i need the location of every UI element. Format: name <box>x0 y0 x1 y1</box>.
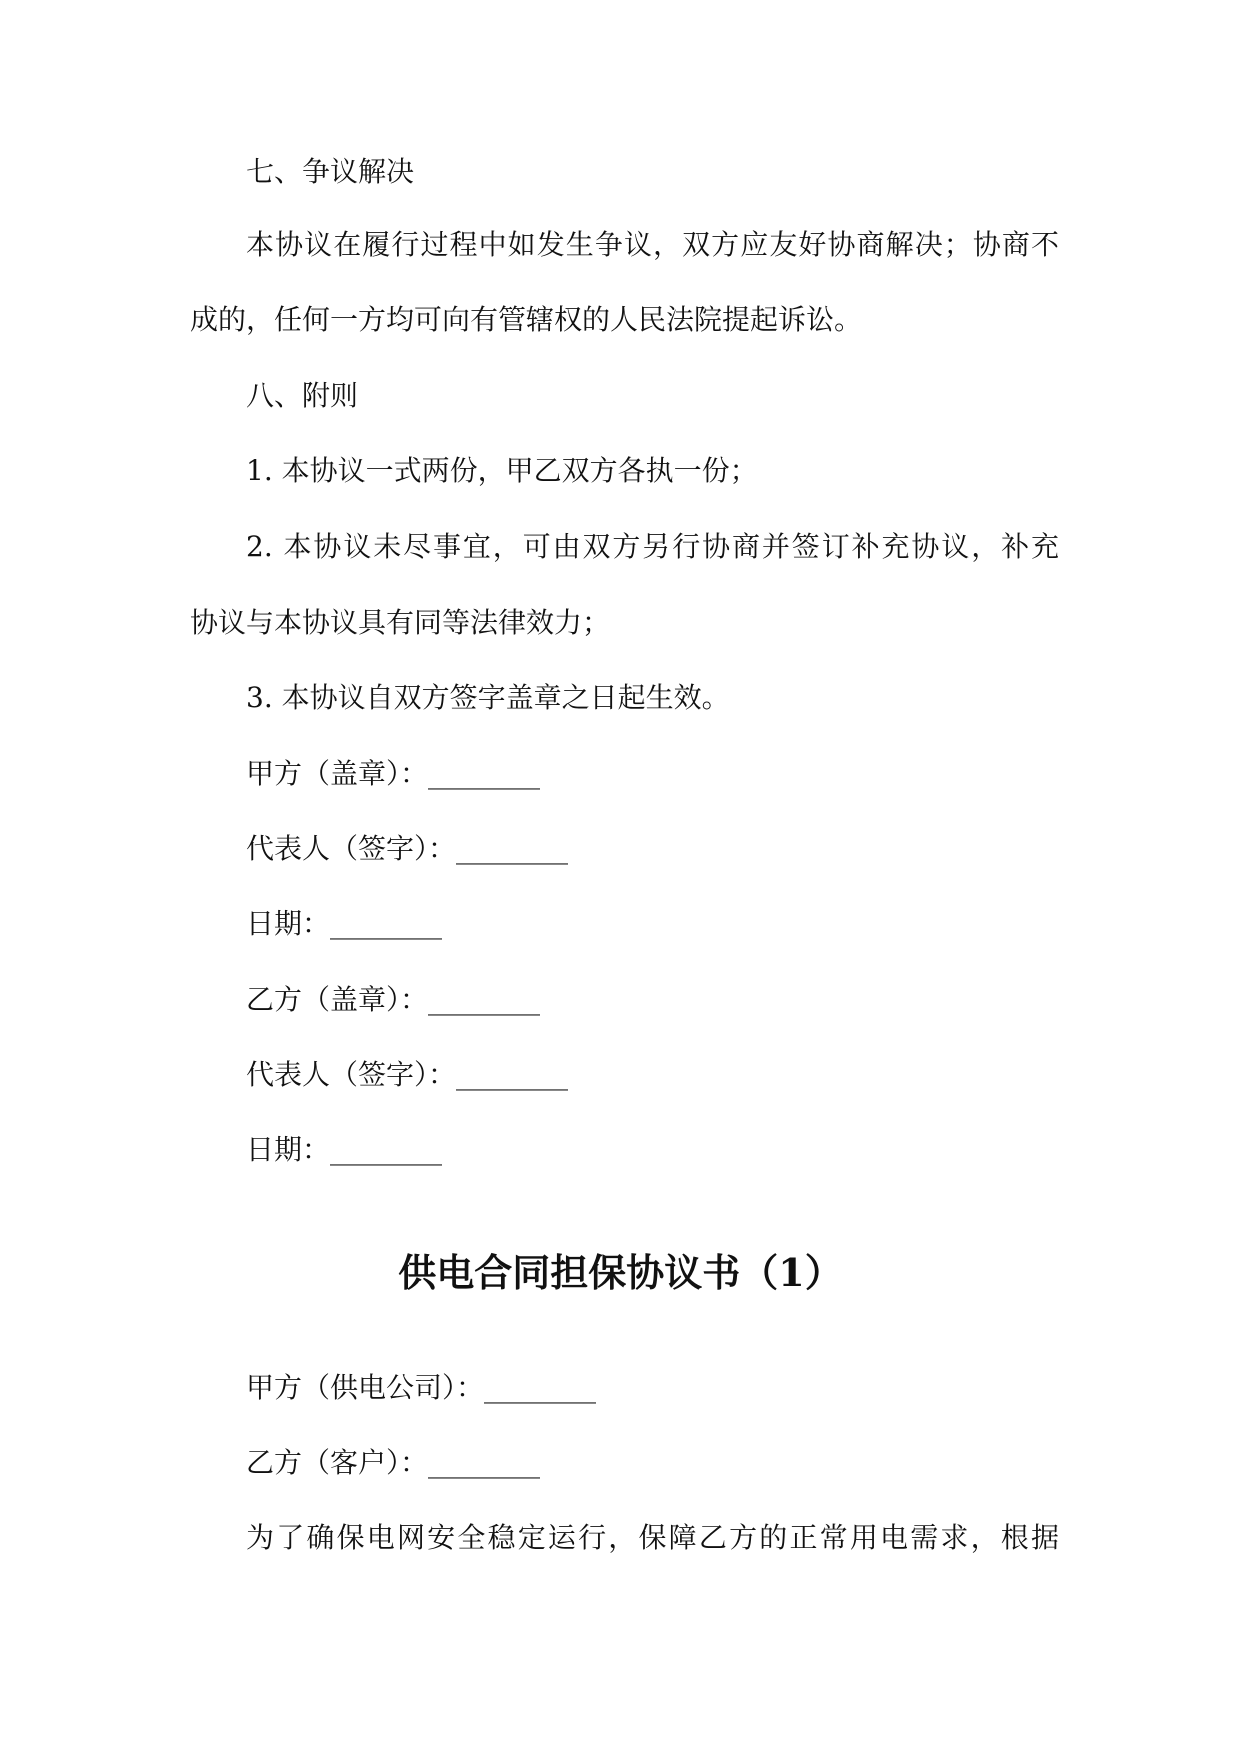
document-title: 供电合同担保协议书（1） <box>398 1250 843 1295</box>
section-8-item-3: 3. 本协议自双方签字盖章之日起生效。 <box>246 681 730 714</box>
section-7-heading: 七、争议解决 <box>246 155 415 188</box>
section-7-paragraph-line-2: 成的，任何一方均可向有管辖权的人民法院提起诉讼。 <box>190 303 863 336</box>
section-8-heading: 八、附则 <box>246 379 359 412</box>
section-8-item-1: 1. 本协议一式两份，甲乙双方各执一份； <box>246 454 758 487</box>
new-doc-party-b-field: 乙方（客户）：________ <box>246 1446 541 1479</box>
section-8-item-2-line-1: 2. 本协议未尽事宜，可由双方另行协商并签订补充协议，补充 <box>246 530 1059 563</box>
party-b-representative-field: 代表人（签字）：________ <box>246 1058 569 1091</box>
new-doc-intro-line-1: 为了确保电网安全稳定运行，保障乙方的正常用电需求，根据 <box>246 1521 1059 1554</box>
party-b-seal-field: 乙方（盖章）：________ <box>246 983 541 1016</box>
section-8-item-2-line-2: 协议与本协议具有同等法律效力； <box>190 606 611 639</box>
party-a-representative-field: 代表人（签字）：________ <box>246 832 569 865</box>
party-b-date-field: 日期：________ <box>246 1133 443 1166</box>
party-a-seal-field: 甲方（盖章）：________ <box>246 757 541 790</box>
new-doc-party-a-field: 甲方（供电公司）：________ <box>246 1371 597 1404</box>
party-a-date-field: 日期：________ <box>246 907 443 940</box>
section-7-paragraph-line-1: 本协议在履行过程中如发生争议，双方应友好协商解决；协商不 <box>246 228 1059 261</box>
